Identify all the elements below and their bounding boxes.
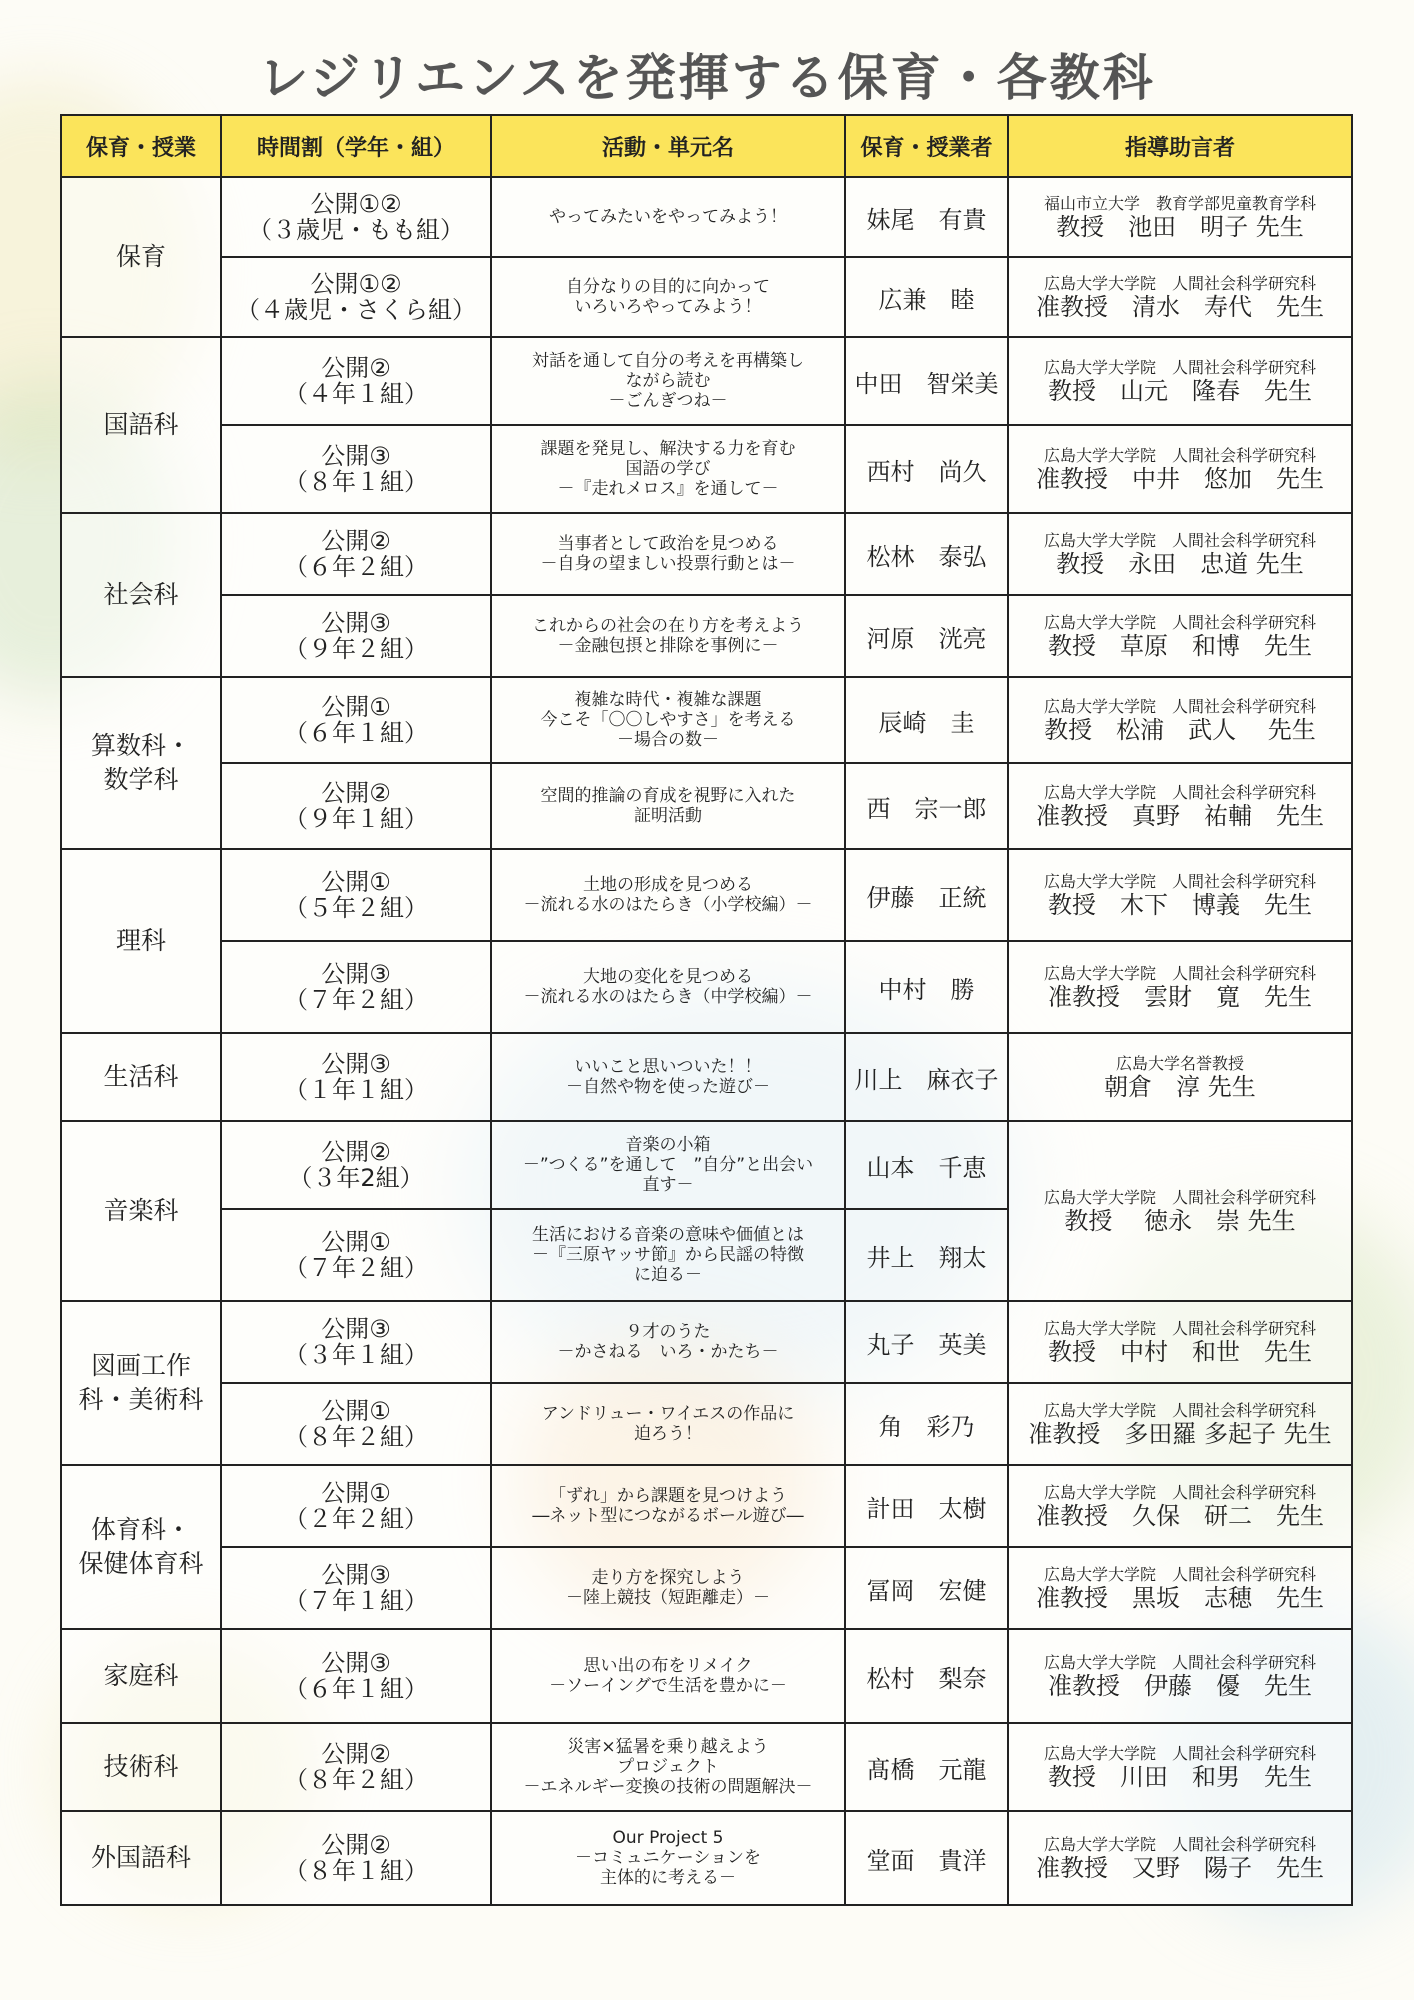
schedule-line: （７年１組） <box>284 1587 428 1615</box>
table-row <box>61 677 1352 763</box>
subject-cell <box>61 1033 221 1121</box>
subject-cell <box>61 1723 221 1811</box>
activity-line: －”つくる”を通して ”自分”と出会い <box>522 1155 814 1175</box>
activity-line: 国語の学び <box>625 459 711 479</box>
activity-cell <box>491 763 845 849</box>
schedule-cell <box>221 513 491 595</box>
activity-line: －コミュニケーションを <box>575 1848 761 1868</box>
schedule-cell <box>221 763 491 849</box>
teacher-cell: 妹尾 有貴 <box>845 177 1008 257</box>
activity-line: プロジェクト <box>617 1757 719 1777</box>
advisor-cell <box>1008 595 1352 677</box>
activity-cell <box>491 1465 845 1547</box>
activity-line: 迫ろう！ <box>634 1424 702 1444</box>
teacher-cell: 西村 尚久 <box>845 425 1008 513</box>
teacher-cell: 松林 泰弘 <box>845 513 1008 595</box>
schedule-cell <box>221 337 491 425</box>
schedule-line: 公開① <box>321 693 391 721</box>
teacher-cell: 髙橋 元龍 <box>845 1723 1008 1811</box>
advisor-name: 教授 松浦 武人 先生 <box>1044 715 1316 744</box>
table-row <box>61 595 1352 677</box>
activity-cell <box>491 337 845 425</box>
advisor-affiliation: 広島大学大学院 人間社会科学研究科 <box>1043 273 1316 293</box>
activity-line: 走り方を探究しよう <box>591 1568 745 1588</box>
advisor-name: 教授 中村 和世 先生 <box>1048 1337 1312 1366</box>
schedule-cell <box>221 177 491 257</box>
header-schedule: 時間割（学年・組） <box>221 115 491 177</box>
table-row <box>61 1811 1352 1905</box>
activity-line: これからの社会の在り方を考えよう <box>532 616 804 636</box>
activity-line: 災害×猛暑を乗り越えよう <box>567 1737 769 1757</box>
advisor-affiliation: 福山市立大学 教育学部児童教育学科 <box>1043 193 1316 213</box>
activity-cell <box>491 1121 845 1209</box>
teacher-cell: 計田 太樹 <box>845 1465 1008 1547</box>
schedule-line: （１年１組） <box>284 1076 428 1104</box>
table-row <box>61 1465 1352 1547</box>
advisor-cell <box>1008 1033 1352 1121</box>
teacher-cell: 角 彩乃 <box>845 1383 1008 1465</box>
activity-cell <box>491 1811 845 1905</box>
schedule-line: （８年１組） <box>284 468 428 496</box>
advisor-name: 准教授 雲財 寛 先生 <box>1048 982 1312 1011</box>
schedule-line: 公開③ <box>321 1315 391 1343</box>
table-row <box>61 763 1352 849</box>
schedule-line: （８年１組） <box>284 1857 428 1885</box>
activity-line: 複雑な時代・複雑な課題 <box>574 690 762 710</box>
activity-line: 土地の形成を見つめる <box>583 875 753 895</box>
advisor-cell <box>1008 1121 1352 1301</box>
advisor-affiliation: 広島大学大学院 人間社会科学研究科 <box>1043 963 1316 983</box>
subject-line: 科・美術科 <box>78 1385 204 1414</box>
subject-cell <box>61 1629 221 1723</box>
activity-line: ―ネット型につながるボール遊び― <box>532 1506 804 1526</box>
schedule-line: （３年2組） <box>288 1164 424 1192</box>
schedule-line: 公開①② <box>310 190 402 218</box>
activity-line: アンドリュー・ワイエスの作品に <box>541 1404 795 1424</box>
subject-line: 生活科 <box>103 1062 179 1091</box>
activity-cell <box>491 1209 845 1301</box>
schedule-line: 公開② <box>321 1831 391 1859</box>
advisor-name: 教授 池田 明子 先生 <box>1056 212 1304 241</box>
subject-line: 家庭科 <box>103 1661 179 1690</box>
activity-cell <box>491 1301 845 1383</box>
page-title: レジリエンスを発揮する保育・各教科 <box>258 49 1156 107</box>
activity-cell <box>491 1723 845 1811</box>
advisor-name: 准教授 真野 祐輔 先生 <box>1036 801 1324 830</box>
advisor-name: 准教授 又野 陽子 先生 <box>1036 1853 1324 1882</box>
advisor-name: 教授 山元 隆春 先生 <box>1048 376 1312 405</box>
advisor-cell <box>1008 1629 1352 1723</box>
advisor-affiliation: 広島大学大学院 人間社会科学研究科 <box>1043 1187 1316 1207</box>
header-row <box>61 115 1352 177</box>
advisor-cell <box>1008 677 1352 763</box>
table-row <box>61 1547 1352 1629</box>
activity-line: －かさねる いろ・かたち－ <box>557 1342 779 1362</box>
schedule-cell <box>221 595 491 677</box>
advisor-name: 教授 永田 忠道 先生 <box>1056 549 1304 578</box>
subject-cell <box>61 177 221 337</box>
advisor-name: 准教授 黒坂 志穂 先生 <box>1036 1583 1324 1612</box>
advisor-affiliation: 広島大学大学院 人間社会科学研究科 <box>1043 782 1316 802</box>
subject-line: 社会科 <box>103 580 179 609</box>
activity-line: 自分なりの目的に向かって <box>566 277 770 297</box>
subject-line: 保育 <box>115 242 166 271</box>
advisor-affiliation: 広島大学大学院 人間社会科学研究科 <box>1043 1743 1316 1763</box>
advisor-cell <box>1008 1301 1352 1383</box>
activity-line: －エネルギー変換の技術の問題解決－ <box>523 1777 813 1797</box>
schedule-line: （７年２組） <box>284 1254 428 1282</box>
activity-line: 当事者として政治を見つめる <box>557 534 779 554</box>
activity-line: 「ずれ」から課題を見つけよう <box>549 1486 787 1506</box>
activity-cell <box>491 1629 845 1723</box>
subject-cell <box>61 1465 221 1629</box>
teacher-cell: 山本 千恵 <box>845 1121 1008 1209</box>
teacher-cell: 西 宗一郎 <box>845 763 1008 849</box>
activity-line: 対話を通して自分の考えを再構築し <box>532 351 804 371</box>
schedule-cell <box>221 849 491 941</box>
teacher-cell: 松村 梨奈 <box>845 1629 1008 1723</box>
activity-line: －場合の数－ <box>617 730 719 750</box>
activity-line: に迫る－ <box>634 1265 702 1285</box>
subject-line: 外国語科 <box>90 1843 191 1872</box>
teacher-cell: 伊藤 正統 <box>845 849 1008 941</box>
advisor-name: 准教授 久保 研二 先生 <box>1036 1501 1324 1530</box>
subject-line: 算数科・ <box>90 731 191 760</box>
teacher-cell: 堂面 貴洋 <box>845 1811 1008 1905</box>
teacher-cell: 井上 翔太 <box>845 1209 1008 1301</box>
advisor-affiliation: 広島大学大学院 人間社会科学研究科 <box>1043 1652 1316 1672</box>
schedule-line: （６年１組） <box>284 719 428 747</box>
advisor-cell <box>1008 763 1352 849</box>
advisor-name: 准教授 中井 悠加 先生 <box>1036 464 1324 493</box>
schedule-cell <box>221 1301 491 1383</box>
teacher-cell: 冨岡 宏健 <box>845 1547 1008 1629</box>
schedule-line: （５年２組） <box>284 894 428 922</box>
advisor-cell <box>1008 1547 1352 1629</box>
advisor-name: 教授 徳永 崇 先生 <box>1064 1206 1296 1235</box>
schedule-cell <box>221 1033 491 1121</box>
advisor-cell <box>1008 257 1352 337</box>
header-activity: 活動・単元名 <box>491 115 845 177</box>
schedule-line: 公開③ <box>321 609 391 637</box>
advisor-affiliation: 広島大学大学院 人間社会科学研究科 <box>1043 612 1316 632</box>
activity-line: －『走れメロス』を通して－ <box>557 479 779 499</box>
header-teacher: 保育・授業者 <box>845 115 1008 177</box>
advisor-affiliation: 広島大学大学院 人間社会科学研究科 <box>1043 1482 1316 1502</box>
schedule-cell <box>221 1383 491 1465</box>
table-row <box>61 849 1352 941</box>
activity-line: やってみたいをやってみよう！ <box>549 207 787 227</box>
advisor-cell <box>1008 425 1352 513</box>
advisor-name: 教授 草原 和博 先生 <box>1048 631 1312 660</box>
teacher-cell: 川上 麻衣子 <box>845 1033 1008 1121</box>
schedule-cell <box>221 1629 491 1723</box>
table-row <box>61 1033 1352 1121</box>
activity-line: －陸上競技（短距離走）－ <box>566 1588 770 1608</box>
schedule-line: （３年１組） <box>284 1341 428 1369</box>
activity-line: 生活における音楽の意味や価値とは <box>532 1225 804 1245</box>
activity-cell <box>491 425 845 513</box>
subject-line: 体育科・ <box>90 1515 191 1544</box>
schedule-cell <box>221 1465 491 1547</box>
advisor-cell <box>1008 941 1352 1033</box>
advisor-affiliation: 広島大学大学院 人間社会科学研究科 <box>1043 1318 1316 1338</box>
header-advisor: 指導助言者 <box>1008 115 1352 177</box>
teacher-cell: 中村 勝 <box>845 941 1008 1033</box>
schedule-line: 公開③ <box>321 1649 391 1677</box>
schedule-line: 公開① <box>321 1228 391 1256</box>
advisor-affiliation: 広島大学名誉教授 <box>1115 1053 1244 1073</box>
advisor-name: 准教授 清水 寿代 先生 <box>1036 292 1324 321</box>
activity-line: －自身の望ましい投票行動とは－ <box>540 554 796 574</box>
schedule-line: 公開② <box>321 1138 391 1166</box>
teacher-cell: 広兼 睦 <box>845 257 1008 337</box>
subject-line: 図画工作 <box>90 1351 191 1380</box>
schedule-cell <box>221 941 491 1033</box>
advisor-cell <box>1008 1383 1352 1465</box>
teacher-cell: 丸子 英美 <box>845 1301 1008 1383</box>
schedule-line: 公開③ <box>321 1050 391 1078</box>
activity-cell <box>491 677 845 763</box>
schedule-line: 公開② <box>321 1740 391 1768</box>
activity-line: 音楽の小箱 <box>625 1135 711 1155</box>
subject-cell <box>61 337 221 513</box>
subject-cell <box>61 849 221 1033</box>
advisor-cell <box>1008 513 1352 595</box>
teacher-cell: 中田 智栄美 <box>845 337 1008 425</box>
activity-line: －流れる水のはたらき（中学校編）－ <box>523 987 813 1007</box>
activity-line: いろいろやってみよう！ <box>574 297 762 317</box>
advisor-cell <box>1008 849 1352 941</box>
activity-line: 直す－ <box>642 1175 694 1195</box>
schedule-line: （９年２組） <box>284 635 428 663</box>
advisor-name: 朝倉 淳 先生 <box>1104 1072 1256 1101</box>
activity-line: －流れる水のはたらき（小学校編）－ <box>523 895 813 915</box>
advisor-name: 准教授 多田羅 多起子 先生 <box>1028 1419 1332 1448</box>
subject-line: 数学科 <box>103 765 179 794</box>
table-row <box>61 1121 1352 1209</box>
table-row <box>61 941 1352 1033</box>
activity-line: －金融包摂と排除を事例に－ <box>557 636 779 656</box>
table-row <box>61 1301 1352 1383</box>
activity-line: 空間的推論の育成を視野に入れた <box>540 786 796 806</box>
schedule-table <box>60 114 1353 1906</box>
table-row <box>61 177 1352 257</box>
schedule-line: （６年１組） <box>284 1675 428 1703</box>
schedule-line: 公開③ <box>321 1561 391 1589</box>
activity-line: －ソーイングで生活を豊かに－ <box>549 1676 787 1696</box>
advisor-name: 教授 川田 和男 先生 <box>1048 1762 1312 1791</box>
activity-line: 主体的に考える－ <box>600 1868 736 1888</box>
activity-cell <box>491 177 845 257</box>
schedule-cell <box>221 1811 491 1905</box>
schedule-line: 公開② <box>321 354 391 382</box>
schedule-line: 公開①② <box>310 270 402 298</box>
teacher-cell: 河原 洸亮 <box>845 595 1008 677</box>
schedule-line: （６年２組） <box>284 553 428 581</box>
table-row <box>61 513 1352 595</box>
advisor-name: 准教授 伊藤 優 先生 <box>1048 1671 1312 1700</box>
schedule-line: （２年２組） <box>284 1505 428 1533</box>
advisor-affiliation: 広島大学大学院 人間社会科学研究科 <box>1043 445 1316 465</box>
activity-line: －自然や物を使った遊び－ <box>566 1077 770 1097</box>
subject-cell <box>61 1121 221 1301</box>
advisor-cell <box>1008 1811 1352 1905</box>
activity-line: －『三原ヤッサ節』から民謡の特徴 <box>532 1245 804 1265</box>
subject-line: 理科 <box>115 926 166 955</box>
activity-line: 思い出の布をリメイク <box>583 1656 753 1676</box>
subject-cell <box>61 513 221 677</box>
subject-cell <box>61 1301 221 1465</box>
subject-cell <box>61 677 221 849</box>
schedule-line: （４年１組） <box>284 380 428 408</box>
activity-line: いいこと思いついた！！ <box>574 1057 762 1077</box>
schedule-line: 公開③ <box>321 442 391 470</box>
activity-line: ながら読む <box>625 371 711 391</box>
subject-line: 国語科 <box>103 410 179 439</box>
table-row <box>61 1723 1352 1811</box>
table-row <box>61 337 1352 425</box>
schedule-cell <box>221 1723 491 1811</box>
schedule-line: （３歳児・もも組） <box>248 216 464 244</box>
teacher-cell: 辰崎 圭 <box>845 677 1008 763</box>
activity-line: ９才のうた <box>625 1322 711 1342</box>
schedule-line: 公開② <box>321 779 391 807</box>
schedule-line: （７年２組） <box>284 986 428 1014</box>
schedule-line: （８年２組） <box>284 1423 428 1451</box>
advisor-cell <box>1008 337 1352 425</box>
advisor-affiliation: 広島大学大学院 人間社会科学研究科 <box>1043 530 1316 550</box>
advisor-affiliation: 広島大学大学院 人間社会科学研究科 <box>1043 1834 1316 1854</box>
schedule-cell <box>221 425 491 513</box>
activity-line: 大地の変化を見つめる <box>583 967 753 987</box>
advisor-name: 教授 木下 博義 先生 <box>1048 890 1312 919</box>
activity-cell <box>491 513 845 595</box>
activity-line: 課題を発見し、解決する力を育む <box>540 439 796 459</box>
table-row <box>61 257 1352 337</box>
advisor-affiliation: 広島大学大学院 人間社会科学研究科 <box>1043 871 1316 891</box>
advisor-affiliation: 広島大学大学院 人間社会科学研究科 <box>1043 1564 1316 1584</box>
activity-line: Our Project 5 <box>612 1828 724 1848</box>
schedule-cell <box>221 257 491 337</box>
activity-line: 今こそ「〇〇しやすさ」を考える <box>540 710 796 730</box>
activity-cell <box>491 1033 845 1121</box>
schedule-cell <box>221 1209 491 1301</box>
schedule-line: （９年１組） <box>284 805 428 833</box>
advisor-cell <box>1008 177 1352 257</box>
schedule-line: 公開③ <box>321 960 391 988</box>
schedule-line: （８年２組） <box>284 1766 428 1794</box>
activity-cell <box>491 941 845 1033</box>
activity-line: －ごんぎつね－ <box>608 391 728 411</box>
schedule-line: 公開① <box>321 868 391 896</box>
advisor-cell <box>1008 1723 1352 1811</box>
activity-cell <box>491 1547 845 1629</box>
subject-cell <box>61 1811 221 1905</box>
schedule-cell <box>221 1121 491 1209</box>
schedule-line: （４歳児・さくら組） <box>236 296 476 324</box>
header-subject: 保育・授業 <box>61 115 221 177</box>
activity-cell <box>491 1383 845 1465</box>
activity-cell <box>491 257 845 337</box>
subject-line: 音楽科 <box>103 1196 179 1225</box>
table-row <box>61 1383 1352 1465</box>
advisor-affiliation: 広島大学大学院 人間社会科学研究科 <box>1043 357 1316 377</box>
advisor-cell <box>1008 1465 1352 1547</box>
table-row <box>61 1629 1352 1723</box>
subject-line: 技術科 <box>103 1752 179 1781</box>
schedule-cell <box>221 677 491 763</box>
schedule-line: 公開② <box>321 527 391 555</box>
activity-cell <box>491 849 845 941</box>
schedule-line: 公開① <box>321 1479 391 1507</box>
activity-line: 証明活動 <box>634 806 702 826</box>
subject-line: 保健体育科 <box>78 1549 204 1578</box>
schedule-cell <box>221 1547 491 1629</box>
advisor-affiliation: 広島大学大学院 人間社会科学研究科 <box>1043 696 1316 716</box>
table-row <box>61 425 1352 513</box>
schedule-line: 公開① <box>321 1397 391 1425</box>
activity-cell <box>491 595 845 677</box>
advisor-affiliation: 広島大学大学院 人間社会科学研究科 <box>1043 1400 1316 1420</box>
